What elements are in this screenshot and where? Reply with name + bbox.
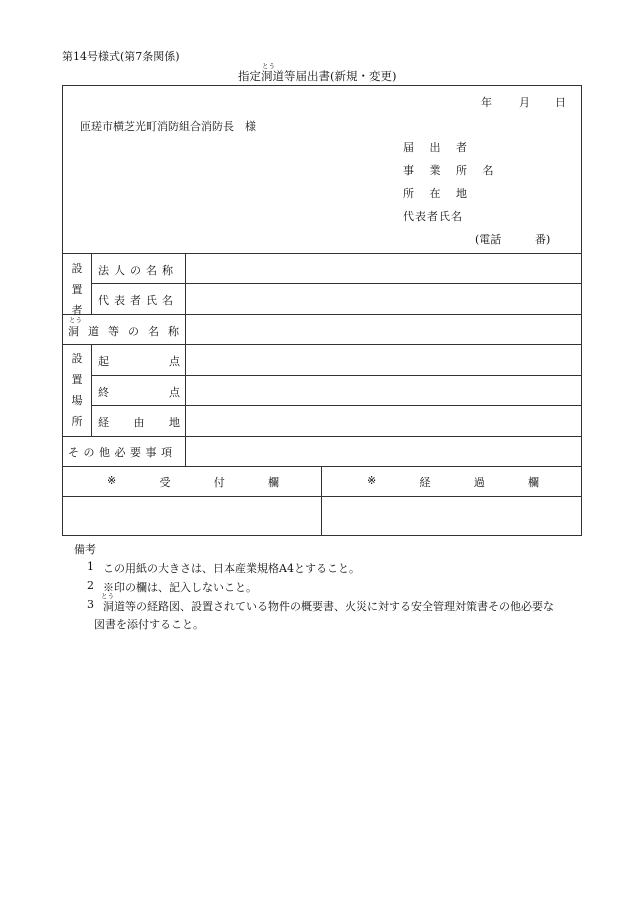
progress-field bbox=[323, 498, 579, 534]
note-2-text: ※印の欄は、記入しないこと。 bbox=[103, 581, 257, 594]
form-number: 第14号様式(第7条関係) bbox=[62, 50, 180, 63]
note-1-number: 1 bbox=[87, 560, 94, 573]
divider bbox=[63, 253, 581, 254]
note-2-number: 2 bbox=[87, 579, 94, 592]
tunnel-name-label: 洞道等の名称 bbox=[68, 325, 188, 338]
business-name-label: 事 業 所 名 bbox=[403, 164, 500, 177]
date-day: 日 bbox=[555, 96, 566, 109]
note-3-number: 3 bbox=[87, 598, 94, 611]
divider bbox=[91, 253, 92, 314]
tunnel-ruby: とう bbox=[69, 316, 82, 324]
reception-header: ※ 受 付 欄 bbox=[107, 474, 279, 489]
notification-form bbox=[62, 85, 582, 536]
other-items-field[interactable] bbox=[187, 438, 579, 465]
end-point-label: 終 点 bbox=[98, 386, 180, 399]
tunnel-name-field[interactable] bbox=[187, 316, 579, 343]
end-point-field[interactable] bbox=[187, 377, 579, 404]
start-point-field[interactable] bbox=[187, 346, 579, 374]
date-month: 月 bbox=[519, 96, 530, 109]
divider bbox=[63, 436, 581, 437]
phone-open: (電話 bbox=[475, 233, 502, 246]
addressee: 匝瑳市横芝光町消防組合消防長 様 bbox=[80, 120, 256, 133]
location-label: 所 在 地 bbox=[403, 187, 473, 200]
notifier-label: 届 出 者 bbox=[403, 141, 473, 154]
site-group-label: 設 置 場 所 bbox=[71, 352, 83, 428]
via-point-label: 経 由 地 bbox=[98, 416, 180, 429]
page-title: 指定洞道等届出書(新規・変更) bbox=[238, 69, 397, 83]
via-point-field[interactable] bbox=[187, 407, 579, 435]
phone-close: 番) bbox=[535, 233, 551, 246]
start-point-label: 起 点 bbox=[98, 355, 180, 368]
divider bbox=[63, 344, 581, 345]
divider bbox=[63, 314, 581, 315]
note-3-ruby: とう bbox=[101, 592, 114, 600]
divider bbox=[91, 405, 581, 406]
rep-name-label: 代表者氏名 bbox=[98, 294, 178, 307]
title-ruby: とう bbox=[262, 62, 275, 70]
divider bbox=[91, 283, 581, 284]
divider bbox=[321, 466, 322, 536]
installer-group-label: 設 置 者 bbox=[71, 262, 83, 317]
note-3-text: 洞道等の経路図、設置されている物件の概要書、火災に対する安全管理対策書その他必要な bbox=[103, 600, 554, 613]
progress-header: ※ 経 過 欄 bbox=[367, 474, 539, 489]
reception-field bbox=[65, 498, 319, 534]
other-items-label: その他必要事項 bbox=[68, 446, 177, 459]
representative-label: 代表者氏名 bbox=[403, 210, 463, 223]
rep-name-field[interactable] bbox=[187, 285, 579, 313]
note-3-continuation: 図書を添付すること。 bbox=[94, 618, 204, 631]
divider bbox=[63, 496, 581, 497]
corp-name-field[interactable] bbox=[187, 255, 579, 282]
date-year: 年 bbox=[481, 96, 492, 109]
notes-heading: 備考 bbox=[74, 543, 96, 556]
divider bbox=[63, 466, 581, 467]
divider bbox=[91, 344, 92, 436]
divider bbox=[91, 375, 581, 376]
divider bbox=[185, 253, 186, 466]
note-1-text: この用紙の大きさは、日本産業規格A4とすること。 bbox=[103, 562, 360, 575]
corp-name-label: 法人の名称 bbox=[98, 264, 178, 277]
